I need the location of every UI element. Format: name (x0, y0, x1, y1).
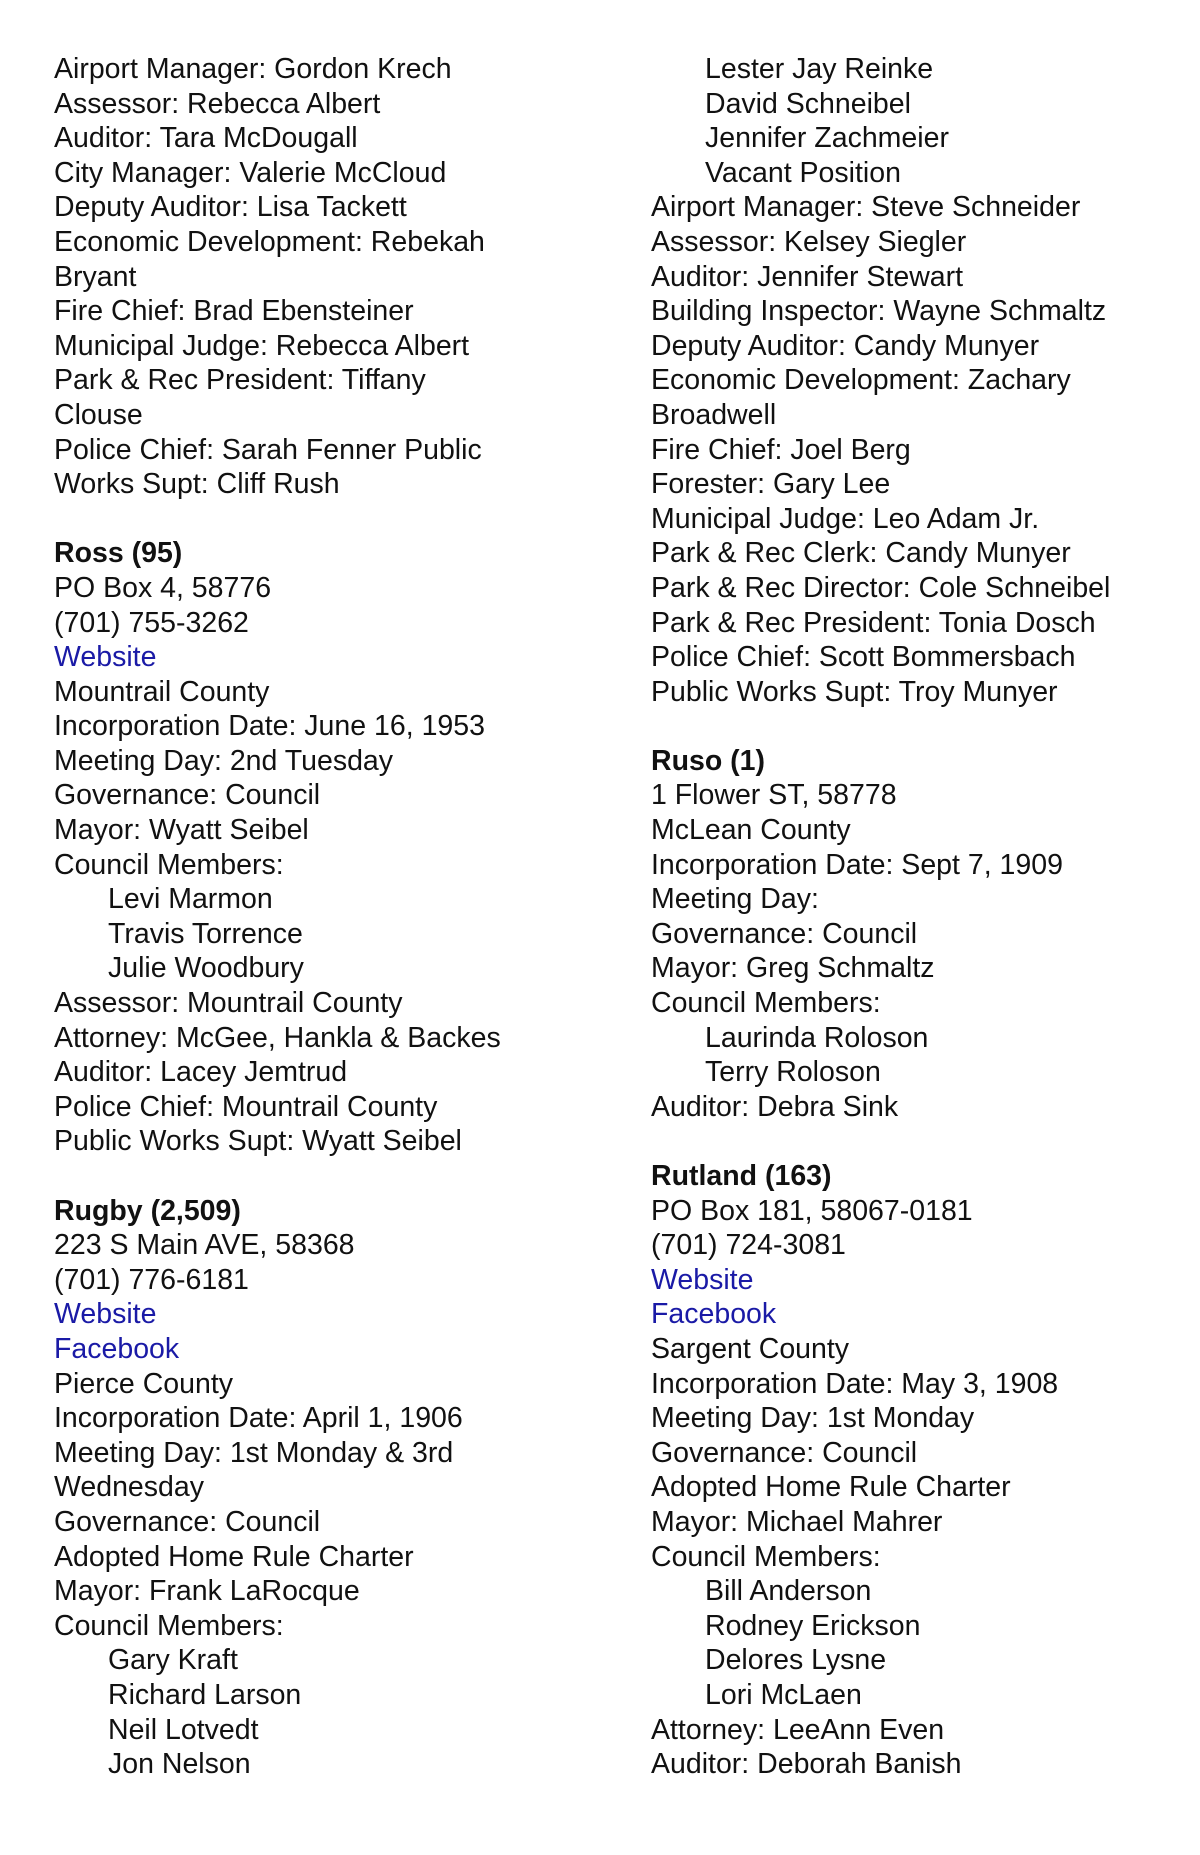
council-label: Council Members: (651, 1540, 881, 1573)
council-member: Vacant Position (705, 156, 901, 189)
incorporation-date: Incorporation Date: June 16, 1953 (54, 710, 485, 743)
official-line: Fire Chief: Joel Berg (651, 433, 911, 466)
previous-city-officials (54, 52, 604, 502)
council-member: Bill Anderson (705, 1575, 872, 1608)
council-member: Neil Lotvedt (108, 1713, 259, 1746)
official-line: Police Chief: Sarah Fenner Public (54, 433, 482, 466)
official-line: Park & Rec President: Tonia Dosch (651, 606, 1096, 639)
council-member: Richard Larson (108, 1678, 302, 1711)
official-line: Auditor: Tara McDougall (54, 122, 358, 155)
city-county: Mountrail County (54, 675, 270, 708)
right-column (651, 52, 1196, 1782)
official-line: Building Inspector: Wayne Schmaltz (651, 295, 1107, 328)
council-label: Council Members: (54, 1609, 284, 1642)
mayor: Mayor: Greg Schmaltz (651, 952, 935, 985)
city-entry-rutland (651, 1159, 1196, 1782)
official-line: Public Works Supt: Troy Munyer (651, 675, 1058, 708)
council-member: Delores Lysne (705, 1644, 887, 1677)
official-line: Auditor: Deborah Banish (651, 1748, 962, 1781)
official-line: Park & Rec President: Tiffany (54, 364, 426, 397)
city-heading: Rugby (2,509) (54, 1194, 241, 1227)
spacer (651, 709, 1196, 744)
official-line: Park & Rec Director: Cole Schneibel (651, 571, 1111, 604)
facebook-link[interactable]: Facebook (651, 1298, 777, 1331)
facebook-link[interactable]: Facebook (54, 1332, 180, 1365)
city-entry-ruso (651, 744, 1196, 1125)
mayor: Mayor: Frank LaRocque (54, 1575, 360, 1608)
official-line: Clouse (54, 398, 143, 431)
city-phone: (701) 755-3262 (54, 606, 249, 639)
official-line: Deputy Auditor: Lisa Tackett (54, 191, 407, 224)
council-member: David Schneibel (705, 87, 911, 120)
official-line: Broadwell (651, 398, 777, 431)
official-line: Auditor: Jennifer Stewart (651, 260, 964, 293)
city-heading: Rutland (163) (651, 1160, 832, 1192)
city-address: PO Box 181, 58067-0181 (651, 1194, 973, 1227)
council-member: Jon Nelson (108, 1748, 251, 1781)
city-phone: (701) 776-6181 (54, 1263, 249, 1296)
website-link[interactable]: Website (54, 641, 157, 674)
council-member: Lester Jay Reinke (705, 53, 934, 85)
incorporation-date: Incorporation Date: May 3, 1908 (651, 1367, 1059, 1400)
city-entry-ross (54, 536, 604, 1159)
official-line: Attorney: McGee, Hankla & Backes (54, 1021, 501, 1054)
governance: Governance: Council (54, 1505, 321, 1538)
official-line: Police Chief: Mountrail County (54, 1090, 438, 1123)
official-line: Economic Development: Zachary (651, 364, 1071, 397)
city-county: Pierce County (54, 1367, 234, 1400)
incorporation-date: Incorporation Date: April 1, 1906 (54, 1402, 463, 1435)
council-member: Jennifer Zachmeier (705, 122, 949, 155)
official-line: Police Chief: Scott Bommersbach (651, 641, 1076, 674)
city-address: 1 Flower ST, 58778 (651, 779, 897, 812)
council-member: Rodney Erickson (705, 1609, 921, 1642)
previous-city-continued (651, 52, 1196, 709)
governance: Governance: Council (651, 1436, 918, 1469)
official-line: Deputy Auditor: Candy Munyer (651, 329, 1040, 362)
spacer (54, 1159, 604, 1194)
council-label: Council Members: (54, 848, 284, 881)
city-address: PO Box 4, 58776 (54, 571, 272, 604)
official-line: Municipal Judge: Leo Adam Jr. (651, 502, 1040, 535)
council-member: Julie Woodbury (108, 952, 304, 985)
official-line: Public Works Supt: Wyatt Seibel (54, 1125, 462, 1158)
official-line: Forester: Gary Lee (651, 468, 891, 501)
official-line: Municipal Judge: Rebecca Albert (54, 329, 470, 362)
mayor: Mayor: Michael Mahrer (651, 1505, 943, 1538)
meeting-day: Meeting Day: 1st Monday (651, 1402, 975, 1435)
official-line: Assessor: Kelsey Siegler (651, 225, 967, 258)
governance: Governance: Council (651, 917, 918, 950)
city-entry-rugby (54, 1194, 604, 1782)
official-line: City Manager: Valerie McCloud (54, 156, 447, 189)
city-phone: (701) 724-3081 (651, 1229, 846, 1262)
official-line: Park & Rec Clerk: Candy Munyer (651, 537, 1071, 570)
official-line: Assessor: Mountrail County (54, 987, 403, 1020)
meeting-day: Meeting Day: 1st Monday & 3rd (54, 1436, 454, 1469)
council-member: Levi Marmon (108, 883, 273, 916)
council-label: Council Members: (651, 987, 881, 1020)
official-line: Airport Manager: Gordon Krech (54, 53, 452, 85)
website-link[interactable]: Website (651, 1263, 754, 1296)
official-line: Fire Chief: Brad Ebensteiner (54, 295, 414, 328)
council-member: Laurinda Roloson (705, 1021, 929, 1054)
official-line: Economic Development: Rebekah (54, 225, 485, 258)
council-member: Travis Torrence (108, 917, 303, 950)
mayor: Mayor: Wyatt Seibel (54, 814, 309, 847)
spacer (651, 1124, 1196, 1159)
meeting-day: Meeting Day: (651, 883, 819, 916)
city-heading: Ruso (1) (651, 744, 765, 777)
city-address: 223 S Main AVE, 58368 (54, 1229, 355, 1262)
official-line: Works Supt: Cliff Rush (54, 468, 340, 501)
official-line: Auditor: Lacey Jemtrud (54, 1056, 348, 1089)
website-link[interactable]: Website (54, 1298, 157, 1331)
incorporation-date: Incorporation Date: Sept 7, 1909 (651, 848, 1063, 881)
home-rule: Adopted Home Rule Charter (54, 1540, 414, 1573)
meeting-day: Meeting Day: 2nd Tuesday (54, 744, 394, 777)
official-line: Attorney: LeeAnn Even (651, 1713, 945, 1746)
meeting-day-cont: Wednesday (54, 1471, 204, 1504)
city-county: McLean County (651, 814, 851, 847)
home-rule: Adopted Home Rule Charter (651, 1471, 1011, 1504)
official-line: Auditor: Debra Sink (651, 1090, 899, 1123)
city-county: Sargent County (651, 1332, 850, 1365)
council-member: Lori McLaen (705, 1678, 862, 1711)
city-heading: Ross (95) (54, 537, 183, 570)
official-line: Bryant (54, 260, 137, 293)
spacer (54, 502, 604, 537)
official-line: Airport Manager: Steve Schneider (651, 191, 1081, 224)
left-column (54, 52, 604, 1782)
official-line: Assessor: Rebecca Albert (54, 87, 381, 120)
council-member: Gary Kraft (108, 1644, 238, 1677)
governance: Governance: Council (54, 779, 321, 812)
council-member: Terry Roloson (705, 1056, 881, 1089)
